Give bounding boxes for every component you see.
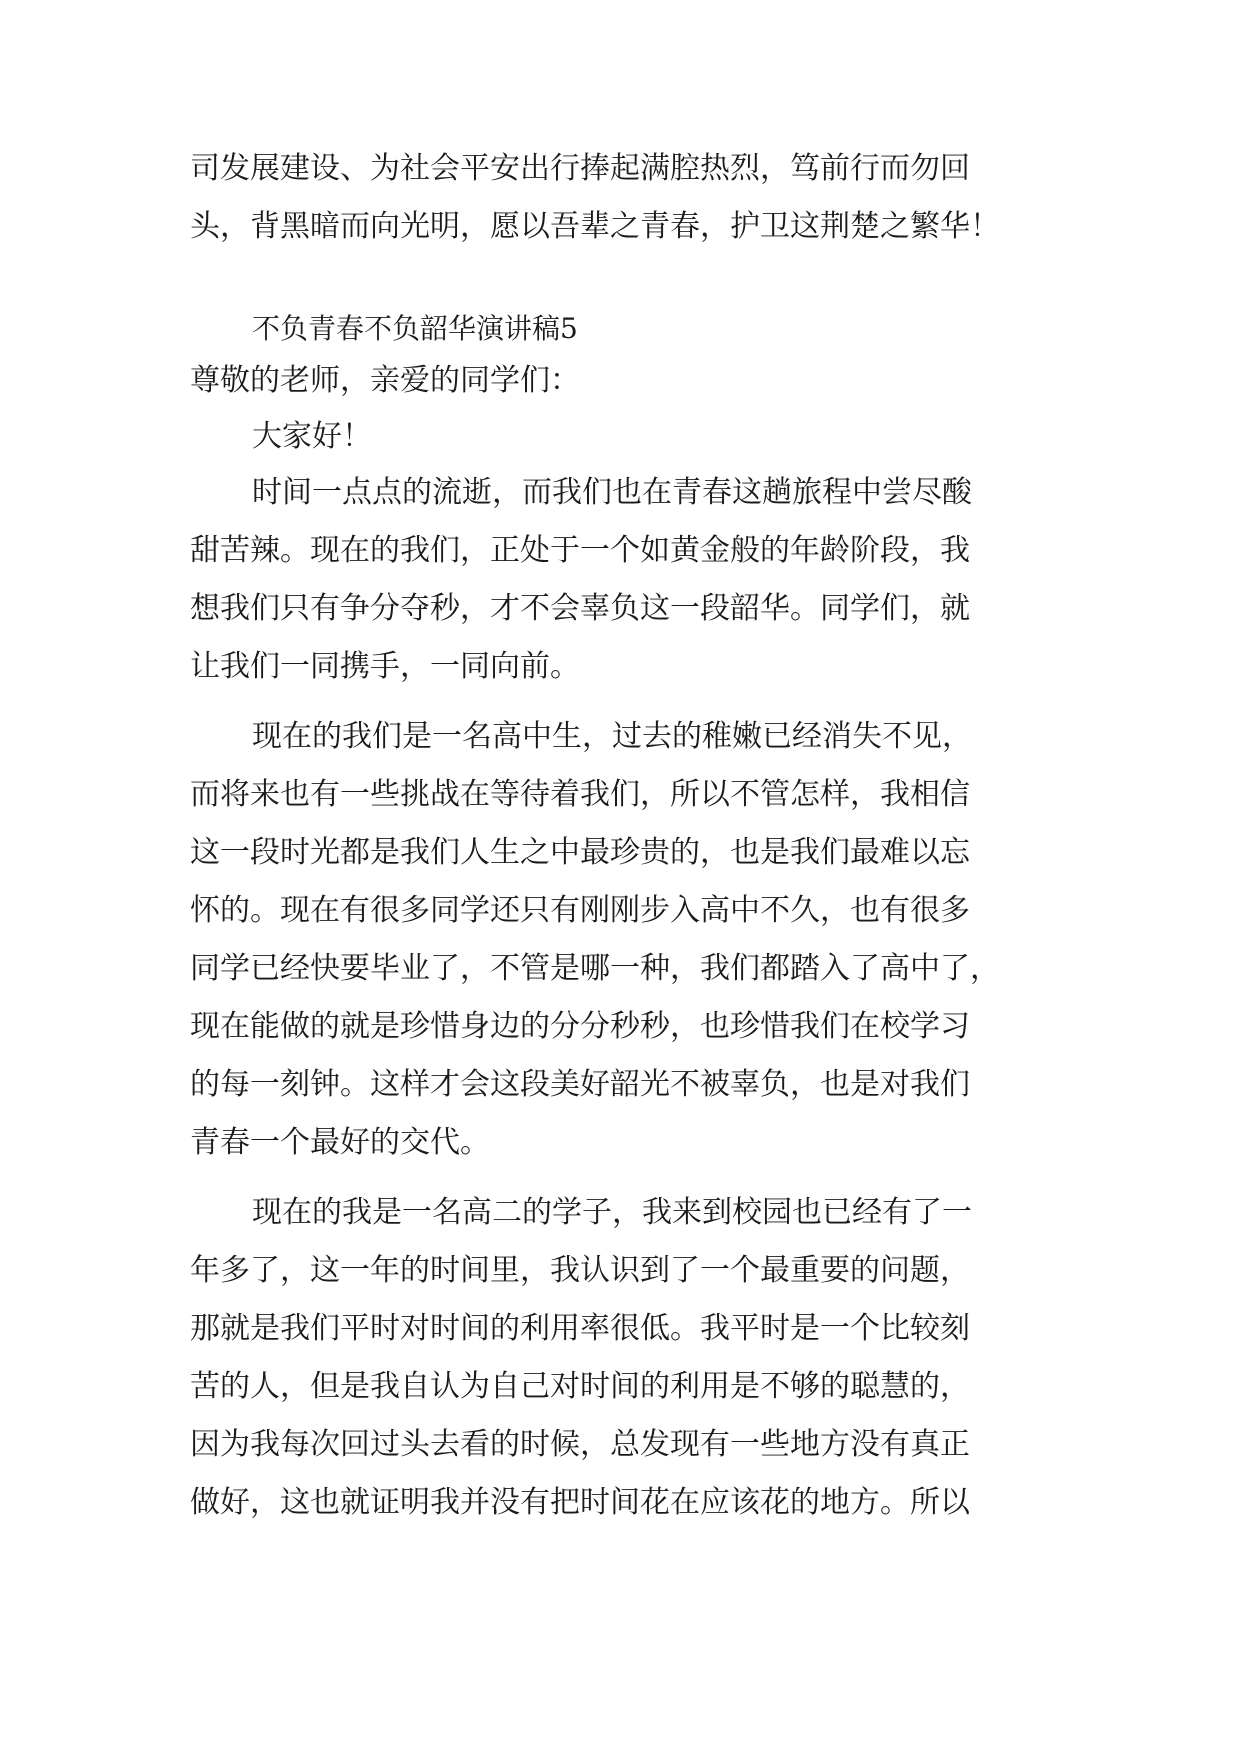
speech-title: 不负青春不负韶华演讲稿5 [252,312,578,345]
text-line: 现在能做的就是珍惜身边的分分秒秒，也珍惜我们在校学习 [190,1009,970,1044]
salutation: 尊敬的老师，亲爱的同学们： [190,363,580,398]
text-line: 而将来也有一些挑战在等待着我们，所以不管怎样，我相信 [190,777,970,812]
text-line: 做好，这也就证明我并没有把时间花在应该花的地方。所以 [190,1485,970,1520]
text-line: 司发展建设、为社会平安出行捧起满腔热烈，笃前行而勿回 [190,151,970,186]
text-line: 青春一个最好的交代。 [190,1125,490,1160]
text-line: 头，背黑暗而向光明，愿以吾辈之青春，护卫这荆楚之繁华！ [190,209,1000,244]
text-line: 怀的。现在有很多同学还只有刚刚步入高中不久，也有很多 [190,893,970,928]
text-line: 同学已经快要毕业了，不管是哪一种，我们都踏入了高中了， [190,951,1000,986]
text-line: 时间一点点的流逝，而我们也在青春这趟旅程中尝尽酸 [252,475,972,510]
text-line: 因为我每次回过头去看的时候，总发现有一些地方没有真正 [190,1427,970,1462]
text-line: 想我们只有争分夺秒，才不会辜负这一段韶华。同学们，就 [190,591,970,626]
text-line: 的每一刻钟。这样才会这段美好韶光不被辜负，也是对我们 [190,1067,970,1102]
text-line: 那就是我们平时对时间的利用率很低。我平时是一个比较刻 [190,1311,970,1346]
text-line: 现在的我是一名高二的学子，我来到校园也已经有了一 [252,1195,972,1230]
text-line: 让我们一同携手，一同向前。 [190,649,580,684]
text-line: 甜苦辣。现在的我们，正处于一个如黄金般的年龄阶段，我 [190,533,970,568]
greeting: 大家好！ [252,419,372,454]
text-line: 现在的我们是一名高中生，过去的稚嫩已经消失不见， [252,719,972,754]
text-line: 这一段时光都是我们人生之中最珍贵的，也是我们最难以忘 [190,835,970,870]
text-line: 年多了，这一年的时间里，我认识到了一个最重要的问题， [190,1253,970,1288]
text-line: 苦的人，但是我自认为自己对时间的利用是不够的聪慧的， [190,1369,970,1404]
